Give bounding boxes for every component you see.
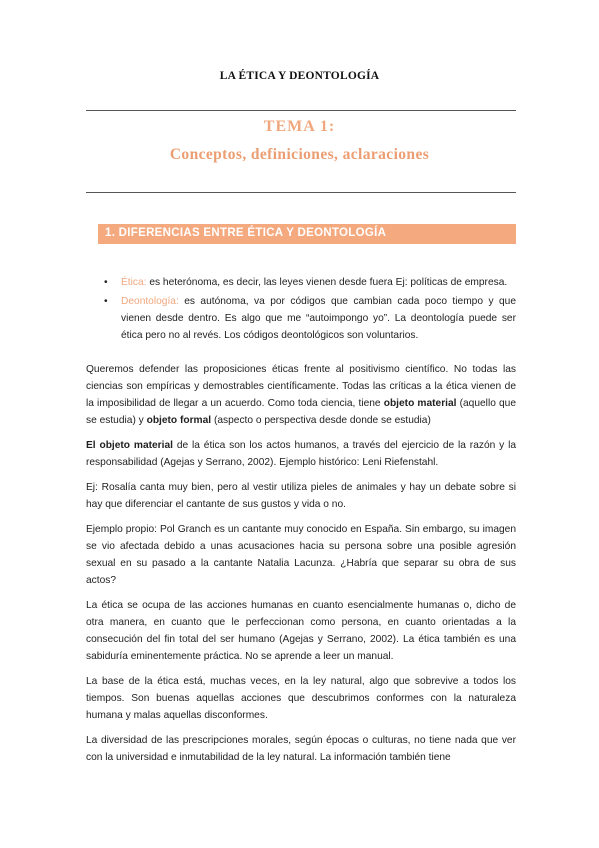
definition-deontologia: es autónoma, va por códigos que cambian cada poco tiempo y que vienen desde dentro. Es algo que me “autoimpongo yo”. La deontología puede ser ética pero no al revés. Los códigos deontológicos son voluntarios. <box>121 296 516 341</box>
tema-label: TEMA 1: <box>263 118 336 135</box>
paragraph: La ética se ocupa de las acciones humanas en cuanto esencialmente humanas o, dicho de otra manera, en cuanto que le perfeccionan como persona, en cuanto orientadas a la consecución del fin total del ser humano (Agejas y Serrano, 2002). La ética también es una sabiduría eminentemente práctica. No se aprende a leer un manual. <box>86 600 516 662</box>
bold-term: objeto formal <box>146 415 212 426</box>
paragraph: La base de la ética está, muchas veces, en la ley natural, algo que sobrevive a todos los tiempos. Son buenas aquellas acciones que descubrimos conformes con la naturaleza humana y malas aquellas disconformes. <box>86 676 516 721</box>
paragraph <box>86 361 516 429</box>
term-etica: Ética: <box>121 277 147 288</box>
list-item-deontologia <box>104 293 516 344</box>
top-divider <box>86 110 516 111</box>
body-text <box>86 361 516 774</box>
definition-etica: es heterónoma, es decir, las leyes vienen desde fuera Ej: políticas de empresa. <box>146 277 508 288</box>
paragraph <box>86 437 516 471</box>
section-heading-bar <box>98 224 516 244</box>
document-title: LA ÉTICA Y DEONTOLOGÍA <box>219 70 380 82</box>
bottom-divider <box>86 192 516 193</box>
tema-subtitle: Conceptos, definiciones, aclaraciones <box>169 146 430 163</box>
paragraph: Ejemplo propio: Pol Granch es un cantante muy conocido en España. Sin embargo, su imagen se vio afectada debido a unas acusaciones hacia su persona sobre una posible agresión sexual en su pasado a la cantante Natalia Lacunza. ¿Habría que separar su obra de sus actos? <box>86 524 516 586</box>
paragraph: La diversidad de las prescripciones morales, según épocas o culturas, no tiene nada que ver con la universidad e inmutabilidad de la ley natural. La información también tiene <box>86 735 516 763</box>
paragraph-text: Queremos defender las proposiciones éticas frente al positivismo científico. No todas las ciencias son empíricas y demostrables científicamente. Todas las críticas a la ética vienen de la imposibilidad de llegar a un acuerdo. Como toda ciencia, tiene <box>86 364 516 409</box>
bold-term: El objeto material <box>86 440 173 451</box>
term-deontologia: Deontología: <box>121 296 179 307</box>
paragraph-text: (aquello que se estudia) y <box>86 398 516 426</box>
bold-term: objeto material <box>383 398 457 409</box>
list-item-etica <box>104 274 516 291</box>
paragraph-text: de la ética son los actos humanos, a través del ejercicio de la razón y la responsabilidad (Agejas y Serrano, 2002). Ejemplo histórico: Leni Riefenstahl. <box>86 440 517 468</box>
paragraph-text: (aspecto o perspectiva desde donde se estudia) <box>211 415 431 426</box>
definition-list <box>104 274 516 346</box>
section-heading: 1. DIFERENCIAS ENTRE ÉTICA Y DEONTOLOGÍA <box>105 227 387 239</box>
paragraph: Ej: Rosalía canta muy bien, pero al vestir utiliza pieles de animales y hay un debate sobre si hay que diferenciar el cantante de sus gustos y vida o no. <box>86 482 516 510</box>
